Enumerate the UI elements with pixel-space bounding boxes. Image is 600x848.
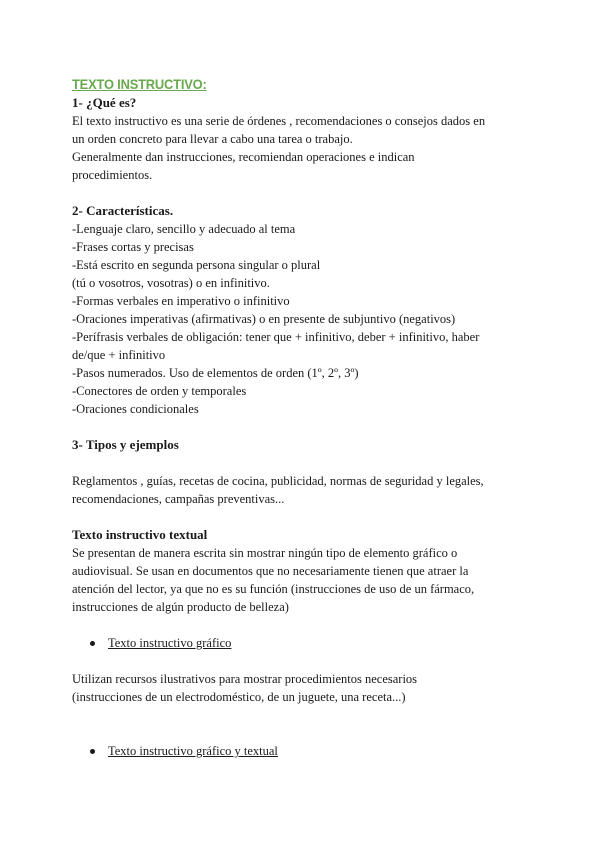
section-3-heading: 3- Tipos y ejemplos xyxy=(72,437,179,452)
grafico-textual-label: Texto instructivo gráfico y textual xyxy=(108,744,278,758)
body-line: un orden concreto para llevar a cabo una tarea o trabajo. xyxy=(72,132,353,146)
document-page xyxy=(72,74,532,760)
section-1-heading: 1- ¿Qué es? xyxy=(72,95,137,110)
document-title: TEXTO INSTRUCTIVO: xyxy=(72,76,207,92)
bullet-icon xyxy=(90,641,95,646)
list-item: -Perífrasis verbales de obligación: tener que + infinitivo, deber + infinitivo, haber xyxy=(72,330,480,344)
body-line: (instrucciones de un electrodoméstico, de un juguete, una receta...) xyxy=(72,690,406,704)
list-item: -Lenguaje claro, sencillo y adecuado al tema xyxy=(72,222,296,236)
body-line: Reglamentos , guías, recetas de cocina, publicidad, normas de seguridad y legales, xyxy=(72,474,484,488)
list-item: -Conectores de orden y temporales xyxy=(72,384,247,398)
section-2-body xyxy=(72,220,532,418)
bullet-grafico xyxy=(72,634,532,652)
body-line: Se presentan de manera escrita sin mostrar ningún tipo de elemento gráfico o xyxy=(72,546,458,560)
list-item: -Está escrito en segunda persona singular o plural xyxy=(72,258,321,272)
textual-body xyxy=(72,544,532,616)
body-line: instrucciones de algún producto de belleza) xyxy=(72,600,289,614)
list-item: -Pasos numerados. Uso de elementos de orden (1º, 2º, 3º) xyxy=(72,366,359,380)
body-line: Generalmente dan instrucciones, recomiendan operaciones e indican xyxy=(72,150,415,164)
section-2-heading: 2- Características. xyxy=(72,203,174,218)
body-line: procedimientos. xyxy=(72,168,153,182)
body-line: audiovisual. Se usan en documentos que no necesariamente tienen que atraer la xyxy=(72,564,469,578)
body-line: El texto instructivo es una serie de órdenes , recomendaciones o consejos dados en xyxy=(72,114,486,128)
grafico-body xyxy=(72,670,532,706)
list-item: de/que + infinitivo xyxy=(72,348,166,362)
body-line: atención del lector, ya que no es su función (instrucciones de uso de un fármaco, xyxy=(72,582,475,596)
grafico-label: Texto instructivo gráfico xyxy=(108,636,232,650)
textual-heading: Texto instructivo textual xyxy=(72,527,208,542)
list-item: -Frases cortas y precisas xyxy=(72,240,194,254)
section-3-body xyxy=(72,472,532,508)
list-item: (tú o vosotros, vosotras) o en infinitivo. xyxy=(72,276,270,290)
list-item: -Oraciones imperativas (afirmativas) o en presente de subjuntivo (negativos) xyxy=(72,312,456,326)
bullet-icon xyxy=(90,749,95,754)
body-line: recomendaciones, campañas preventivas... xyxy=(72,492,285,506)
body-line: Utilizan recursos ilustrativos para mostrar procedimientos necesarios xyxy=(72,672,418,686)
list-item: -Formas verbales en imperativo o infinitivo xyxy=(72,294,290,308)
list-item: -Oraciones condicionales xyxy=(72,402,199,416)
bullet-grafico-textual xyxy=(72,742,532,760)
section-1-body xyxy=(72,112,532,184)
